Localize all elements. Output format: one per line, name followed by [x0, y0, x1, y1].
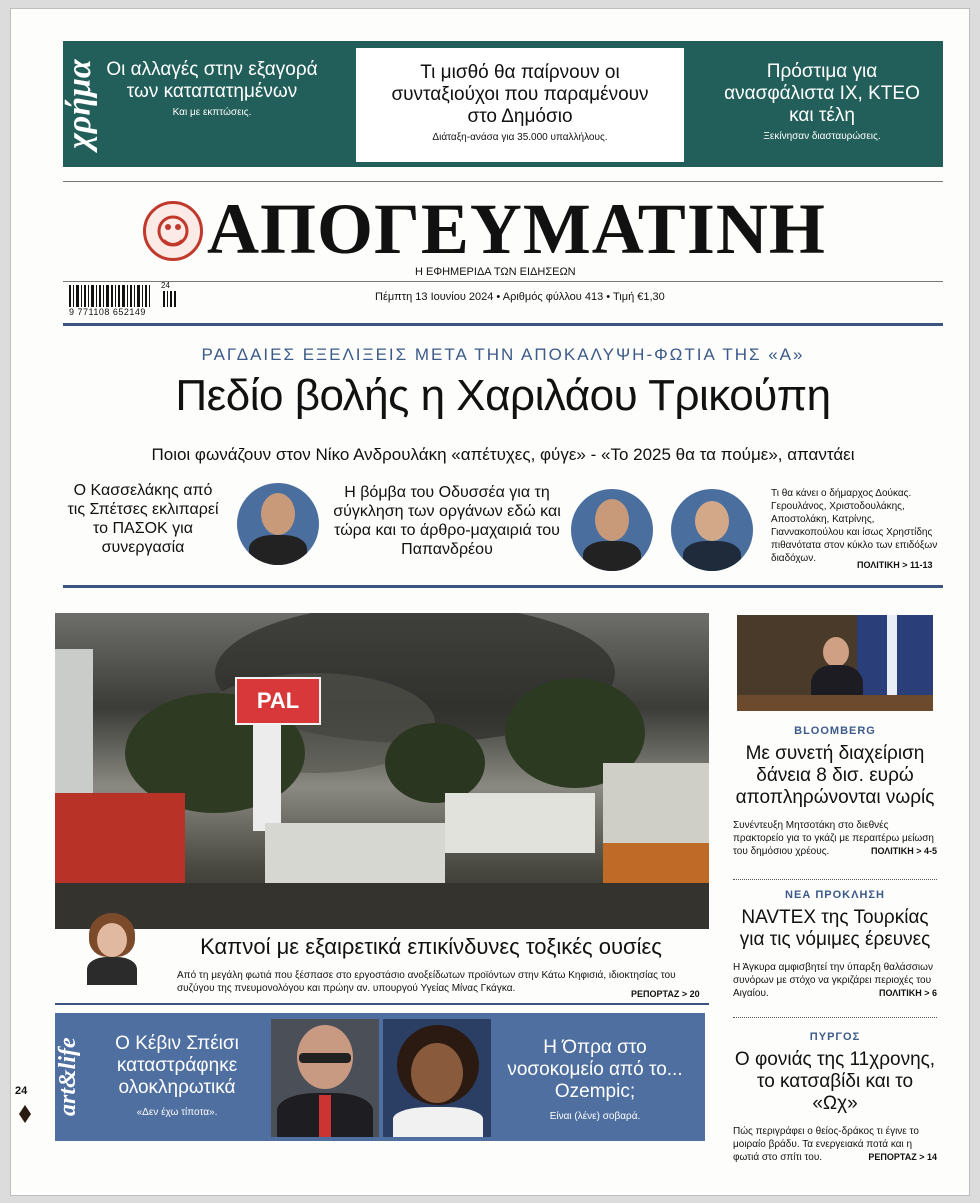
sidebar-divider-1: [733, 879, 937, 880]
photo-story-text: Από τη μεγάλη φωτιά που ξέσπασε στο εργοστάσιο ανοξείδωτων προϊόντων στην Κάτω Κηφισιά, ιδιοκτησίας του συζύγου της πνευμονολόγου και πρώην αν. υπουργού Υγείας Μίνας Γκάγκα.: [177, 970, 676, 994]
sidebar-1-label: BLOOMBERG: [794, 725, 876, 737]
sidebar-3-label: ΠΥΡΓΟΣ: [809, 1031, 861, 1043]
fire-scene-illustration: [55, 613, 709, 929]
artlife-left-story[interactable]: [91, 1033, 263, 1118]
promo-left[interactable]: [106, 59, 318, 118]
lead-subhead: Ποιοι φωνάζουν στον Νίκο Ανδρουλάκη «απέτυχες, φύγε» - «Το 2025 θα τα πούμε», απαντάει: [151, 445, 855, 464]
photo-story-headline[interactable]: Καπνοί με εξαιρετικά επικίνδυνες τοξικές ουσίες: [200, 934, 662, 959]
sidebar-2-text: Η Άγκυρα αμφισβητεί την ύπαρξη θαλάσσιων συνόρων με στόχο να γκριζάρει περιοχές του Αιγαίου.: [733, 962, 933, 999]
masthead-tagline: Η ΕΦΗΜΕΡΙΔΑ ΤΩΝ ΕΙΔΗΣΕΩΝ: [415, 266, 576, 278]
fire-photo: [55, 613, 709, 929]
portrait-gkagka: [83, 913, 141, 985]
masthead-logo-emblem: [143, 201, 203, 261]
sidebar-3-ref: ΡΕΠΟΡΤΑΖ > 14: [868, 1152, 937, 1162]
lead-kicker: ΡΑΓΔΑΙΕΣ ΕΞΕΛΙΞΕΙΣ ΜΕΤΑ ΤΗΝ ΑΠΟΚΑΛΥΨΗ-ΦΩΤΙΑ ΤΗΣ «Α»: [201, 345, 805, 364]
promo-right-title: Πρόστιμα για ανασφάλιστα ΙΧ, ΚΤΕΟ και τέλη: [724, 61, 920, 126]
artlife-right-sub: Είναι (λένε) σοβαρά.: [549, 1111, 641, 1122]
promo-left-sub: Και με εκπτώσεις.: [172, 107, 252, 118]
sidebar-3-headline: Ο φονιάς της 11χρονης, το κατσαβίδι και το «Ωχ»: [734, 1049, 936, 1114]
artlife-right-title: Η Όπρα στο νοσοκομείο από το... Ozempic;: [507, 1037, 683, 1102]
promo-center-title: Τι μισθό θα παίρνουν οι συνταξιούχοι που παραμένουν στο Δημόσιο: [391, 62, 649, 127]
artlife-left-title: Ο Κέβιν Σπέισι καταστράφηκε ολοκληρωτικά: [115, 1033, 239, 1098]
masthead-bottom-rule: [63, 281, 943, 282]
lead-top-rule: [63, 323, 943, 326]
portrait-politician-3: [671, 489, 753, 571]
sidebar-2-ref: ΠΟΛΙΤΙΚΗ > 6: [878, 988, 937, 998]
lead-middle-text[interactable]: Η βόμβα του Οδυσσέα για τη σύγκληση των οργάνων εδώ και τώρα και το άρθρο-μαχαιριά του Παπανδρέου: [333, 484, 561, 558]
masthead-top-rule: [63, 181, 943, 182]
pal-sign: [235, 677, 321, 725]
sidebar-1-text: Συνέντευξη Μητσοτάκη στο διεθνές πρακτορείο για το γκάζι με περαιτέρω μείωση του δημόσιου χρέους.: [733, 820, 934, 857]
lead-ref[interactable]: ΠΟΛΙΤΙΚΗ > 11-13: [857, 560, 933, 570]
sidebar-3-text: Πώς περιγράφει ο θείος-δράκος τι έγινε το μοιραίο βράδυ. Τα ενεργειακά ποτά και η φωτιά στο σπίτι του.: [733, 1126, 919, 1163]
artlife-vertical-label: art&life: [55, 1037, 81, 1117]
portrait-androulakis: [237, 483, 319, 565]
newspaper-page: [10, 8, 970, 1196]
lead-right-text: Τι θα κάνει ο δήμαρχος Δούκας. Γερουλάνος, Χριστοδουλάκης, Αποστολάκη, Κατρίνης, Γιαννακοπούλου και ίσως Χρηστίδης πιθανότατα στον κύκλο των επιδόξων διαδόχων.: [771, 488, 938, 564]
barcode-number: 9 771108 652149: [69, 307, 146, 317]
sidebar-story-2[interactable]: [733, 889, 937, 998]
promo-right[interactable]: [719, 61, 925, 142]
promo-vertical-label: χρήμα: [61, 59, 98, 149]
artlife-left-sub: «Δεν έχω τίποτα».: [136, 1107, 218, 1118]
lead-headline[interactable]: Πεδίο βολής η Χαριλάου Τρικούπη: [175, 371, 831, 420]
promo-center-sub: Διάταξη-ανάσα για 35.000 υπαλλήλους.: [432, 132, 608, 143]
sidebar-1-headline: Με συνετή διαχείριση δάνεια 8 δισ. ευρώ αποπληρώνονται νωρίς: [735, 743, 935, 808]
pal-sign-text: PAL: [256, 688, 300, 713]
sidebar-2-label: ΝΕΑ ΠΡΟΚΛΗΣΗ: [785, 889, 885, 901]
issue-line: Πέμπτη 13 Ιουνίου 2024 • Αριθμός φύλλου 413 • Τιμή €1,30: [375, 291, 665, 303]
sidebar-1-ref: ΠΟΛΙΤΙΚΗ > 4-5: [870, 846, 937, 856]
sidebar-story-3[interactable]: [733, 1031, 937, 1162]
promo-left-title: Οι αλλαγές στην εξαγορά των καταπατημένων: [106, 59, 318, 102]
sidebar-2-headline: NAVTEX της Τουρκίας για τις νόμιμες έρευνες: [739, 907, 931, 950]
portrait-oprah: [383, 1019, 491, 1137]
barcode-addon: 24: [161, 281, 170, 290]
owl-emblem-icon: [146, 204, 200, 258]
promo-center[interactable]: [355, 47, 685, 163]
lead-left-text[interactable]: Ο Κασσελάκης από τις Σπέτσες εκλιπαρεί το ΠΑΣΟΚ για συνεργασία: [67, 482, 219, 556]
page-number: 24: [15, 1085, 28, 1097]
diamond-icon: [19, 1105, 31, 1123]
masthead-title: ΑΠΟΓΕΥΜΑΤΙΝΗ: [207, 189, 826, 269]
photo-story-bottom-rule: [55, 1003, 709, 1005]
sidebar-divider-2: [733, 1017, 937, 1018]
portrait-spacey: [271, 1019, 379, 1137]
sidebar-photo: [737, 615, 933, 711]
portrait-politician-2: [571, 489, 653, 571]
photo-story-ref[interactable]: ΡΕΠΟΡΤΑΖ > 20: [631, 989, 700, 999]
promo-right-sub: Ξεκίνησαν διασταυρώσεις.: [763, 131, 881, 142]
lead-bottom-rule: [63, 585, 943, 588]
artlife-right-story[interactable]: [503, 1037, 687, 1122]
sidebar-story-1[interactable]: [733, 725, 937, 856]
